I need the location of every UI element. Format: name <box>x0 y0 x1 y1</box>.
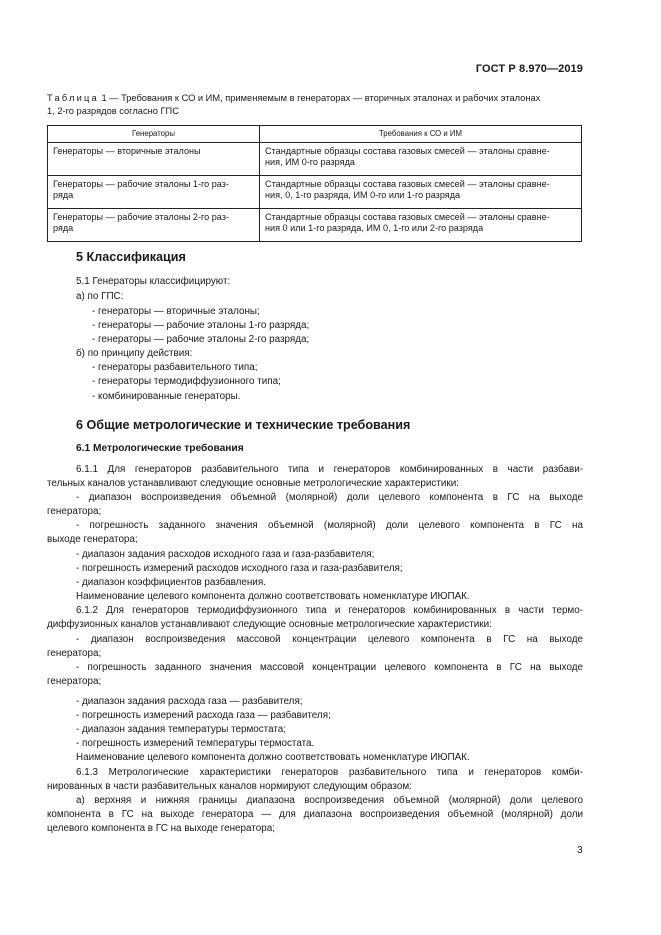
table-caption-line-1: 1 — Требования к СО и ИМ, применяемым в генераторах — вторичных эталонах и рабочих эталонах <box>98 93 541 103</box>
requirements-table <box>47 125 582 242</box>
body-line: - погрешность измерений температуры термостата. <box>76 738 315 749</box>
body-line: генератора; <box>47 676 102 687</box>
table-row <box>48 143 582 176</box>
table-cell <box>48 209 260 242</box>
body-line: - погрешность измерений расходов исходного газа и газа-разбавителя; <box>76 563 403 574</box>
body-line: 5.1 Генераторы классифицируют: <box>76 276 231 287</box>
table-cell <box>260 209 582 242</box>
cell-line: Генераторы — вторичные эталоны <box>53 146 201 156</box>
list-item: - генераторы разбавительного типа; <box>92 362 258 373</box>
section-5-heading: 5 Классификация <box>76 250 186 264</box>
body-line: 6.1.2 Для генераторов термодиффузионного типа и генераторов комбинированных в части термо- <box>76 605 583 616</box>
cell-line: ния, 0, 1-го разряда, ИМ 0-го или 1-го разряда <box>265 190 461 201</box>
body-line: а) по ГПС: <box>76 291 124 302</box>
cell-line: ния 0 или 1-го разряда, ИМ 0, 1-го или 2-го разряда <box>265 223 484 234</box>
body-line: 6.1.1 Для генераторов разбавительного типа и генераторов комбинированных в части разбави- <box>76 464 583 475</box>
table-cell <box>260 143 582 176</box>
page-number: 3 <box>577 845 583 856</box>
table-caption <box>47 92 587 117</box>
body-line: генератора; <box>47 506 102 517</box>
table-header-row <box>48 126 582 143</box>
cell-line: Стандартные образцы состава газовых смесей — эталоны сравне- <box>265 212 550 222</box>
list-item: - генераторы — вторичные эталоны; <box>92 306 260 317</box>
table-caption-label: Таблица <box>47 93 99 103</box>
list-item: - генераторы — рабочие эталоны 1-го разряда; <box>92 320 310 331</box>
body-line: Наименование целевого компонента должно соответствовать номенклатуре ИЮПАК. <box>76 752 470 763</box>
list-item: - генераторы термодиффузионного типа; <box>92 376 281 387</box>
body-line: - диапазон задания температуры термостата; <box>76 724 287 735</box>
body-line: - диапазон задания расходов исходного газа и газа-разбавителя; <box>76 549 375 560</box>
body-line: - диапазон воспроизведения объемной (молярной) доли целевого компонента в ГС на выходе <box>76 492 583 503</box>
body-line: - диапазон задания расхода газа — разбавителя; <box>76 696 303 707</box>
subsection-6-1-heading: 6.1 Метрологические требования <box>76 443 244 454</box>
table-cell <box>260 176 582 209</box>
body-line: компонента в ГС на выходе генератора — для диапазона воспроизведения объемной (молярной) доли <box>47 809 583 820</box>
list-item: - комбинированные генераторы. <box>92 391 241 402</box>
table-row <box>48 176 582 209</box>
body-line: диффузионных каналов устанавливают следующие основные метрологические характеристики: <box>47 619 492 630</box>
table-caption-line-2: 1, 2-го разрядов согласно ГПС <box>47 105 179 116</box>
document-code: ГОСТ Р 8.970—2019 <box>475 63 583 75</box>
body-line: выходе генератора; <box>47 534 138 545</box>
column-header-generators: Генераторы <box>48 126 260 143</box>
table-cell <box>48 176 260 209</box>
list-item: - генераторы — рабочие эталоны 2-го разряда; <box>92 334 310 345</box>
body-line: - диапазон коэффициентов разбавления. <box>76 577 266 588</box>
body-line: - диапазон воспроизведения массовой концентрации целевого компонента в ГС на выходе <box>76 634 583 645</box>
cell-line: Стандартные образцы состава газовых смесей — эталоны сравне- <box>265 146 550 156</box>
section-6-heading: 6 Общие метрологические и технические требования <box>76 418 411 432</box>
cell-line: Генераторы — рабочие эталоны 2-го раз- <box>53 212 229 222</box>
body-line: - погрешность заданного значения объемной (молярной) доли целевого компонента в ГС на <box>76 520 583 531</box>
body-line: - погрешность заданного значения массовой концентрации целевого компонента в ГС на выходе <box>76 662 583 673</box>
cell-line: ряда <box>53 223 74 234</box>
cell-line: Генераторы — рабочие эталоны 1-го раз- <box>53 179 229 189</box>
body-line: целевого компонента в ГС на выходе генератора; <box>47 823 275 834</box>
body-line: Наименование целевого компонента должно соответствовать номенклатуре ИЮПАК. <box>76 591 470 602</box>
cell-line: ния, ИМ 0-го разряда <box>265 157 355 168</box>
body-line: 6.1.3 Метрологические характеристики генераторов разбавительного типа и генераторов комби- <box>76 767 583 778</box>
body-line: генератора; <box>47 648 102 659</box>
body-line: - погрешность измерений расхода газа — разбавителя; <box>76 710 331 721</box>
cell-line: ряда <box>53 190 74 201</box>
body-line: а) верхняя и нижняя границы диапазона воспроизведения объемной (молярной) доли целевого <box>76 795 583 806</box>
body-line: б) по принципу действия: <box>76 348 193 359</box>
column-header-requirements: Требования к СО и ИМ <box>260 126 582 143</box>
table-cell <box>48 143 260 176</box>
body-line: нированных в части разбавительных каналов нормируют следующим образом: <box>47 781 412 792</box>
table-row <box>48 209 582 242</box>
cell-line: Стандартные образцы состава газовых смесей — эталоны сравне- <box>265 179 550 189</box>
body-line: тельных каналов устанавливают следующие основные метрологические характеристики: <box>47 478 459 489</box>
